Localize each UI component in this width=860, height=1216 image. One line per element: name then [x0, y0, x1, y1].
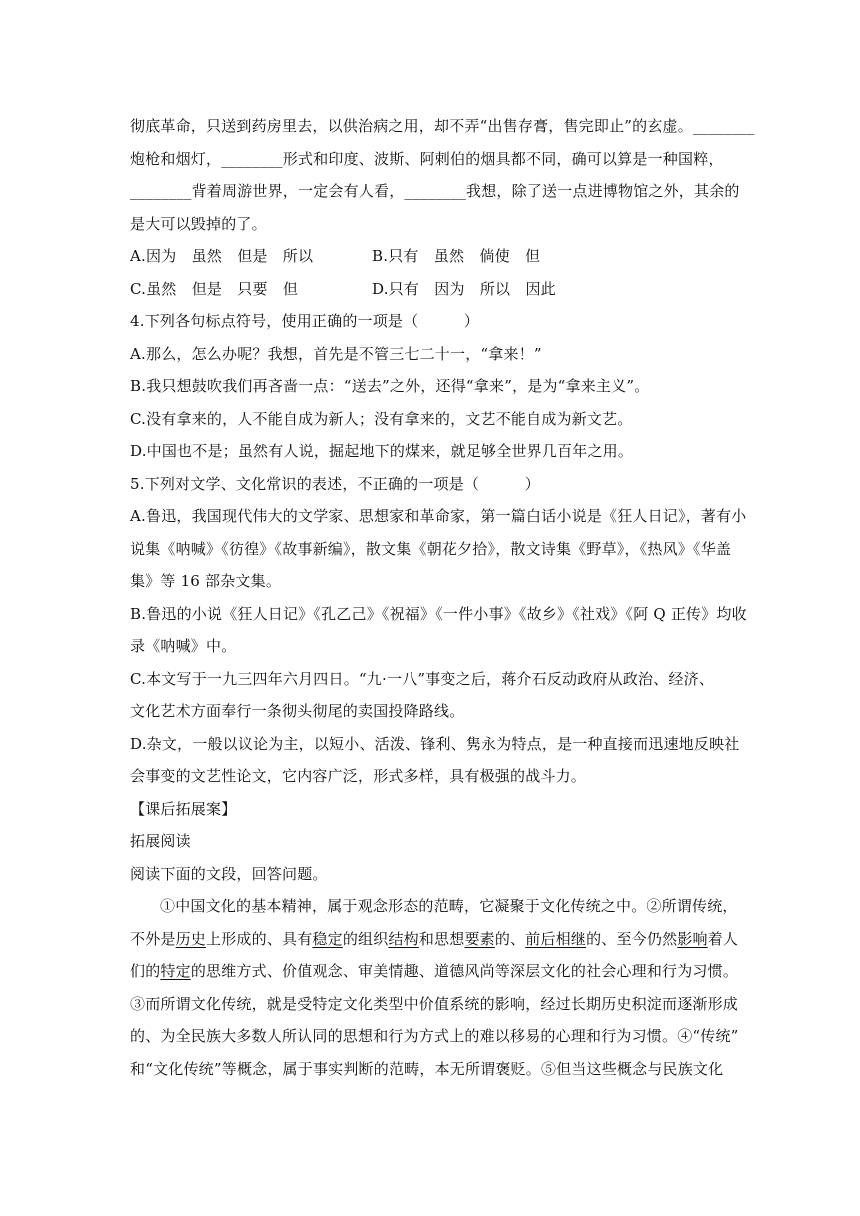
- underlined-word: 结构: [388, 929, 419, 948]
- underlined-word: 前后相继: [525, 929, 587, 948]
- underlined-word: 影响: [677, 929, 708, 948]
- q5-option-a-line: A.鲁迅，我国现代伟大的文学家、思想家和革命家，第一篇白话小说是《狂人日记》，著有小: [130, 507, 747, 525]
- passage-line: [130, 923, 739, 956]
- q5-option-d-line: 会事变的文艺性论文，它内容广泛，形式多样，具有极强的战斗力。: [130, 767, 587, 785]
- passage-text: 的思维方式、价值观念、审美情趣、道德风尚等深层文化的社会心理和行为习惯。: [190, 962, 739, 980]
- q4-option-c: C.没有拿来的，人不能自成为新人；没有拿来的，文艺不能自成为新文艺。: [130, 409, 633, 428]
- passage-text: 们的: [130, 962, 161, 980]
- section-heading: 【课后拓展案】: [130, 799, 237, 818]
- underlined-word: 要素: [464, 929, 495, 948]
- underlined-word: 特定: [160, 962, 191, 980]
- passage-text: 上形成的、具有: [206, 929, 313, 948]
- passage-text: 和思想: [418, 929, 465, 948]
- q4-stem: 4.下列各句标点符号，使用正确的一项是（ ）: [130, 312, 480, 330]
- q3-option-b: B.只有 虽然 倘使 但: [372, 247, 541, 265]
- underlined-word: 稳定: [312, 929, 343, 948]
- q5-option-c-line: 文化艺术方面奉行一条彻头彻尾的卖国投降路线。: [130, 702, 465, 720]
- q5-option-b-line: B.鲁迅的小说《狂人日记》《孔乙己》《祝福》《一件小事》《故乡》《社戏》《阿 Q 正传》均收: [130, 604, 747, 623]
- document-page: [130, 110, 755, 1085]
- passage-text: 不外是: [130, 929, 176, 948]
- q3-option-d: D.只有 因为 所以 因此: [372, 279, 556, 298]
- q5-option-a-line: 说集《呐喊》《彷徨》《故事新编》，散文集《朝花夕拾》，散文诗集《野草》，《热风》《华盖: [130, 539, 732, 558]
- q3-text-line: 炮枪和烟灯，________形式和印度、波斯、阿剌伯的烟具都不同，确可以算是一种国粹，: [130, 149, 724, 168]
- passage-text: 的、至今仍然: [586, 929, 678, 948]
- q5-stem: 5.下列对文学、文化常识的表述，不正确的一项是（ ）: [130, 474, 540, 493]
- passage-line: ③而所谓文化传统，就是受特定文化类型中价值系统的影响，经过长期历史积淀而逐渐形成: [130, 994, 739, 1013]
- q3-option-c: C.虽然 但是 只要 但: [130, 279, 299, 298]
- q5-option-a-line: 集》等 16 部杂文集。: [130, 572, 282, 590]
- passage-line: 的、为全民族大多数人所认同的思想和行为方式上的难以移易的心理和行为习惯。④“传统”: [130, 1027, 739, 1045]
- q3-option-a: A.因为 虽然 但是 所以: [130, 247, 314, 265]
- q5-option-b-line: 录《呐喊》中。: [130, 637, 237, 655]
- underlined-word: 历史: [175, 929, 207, 948]
- q3-text-line: 彻底革命，只送到药房里去，以供治病之用，却不弄“出售存膏，售完即止”的玄虚。________: [130, 117, 755, 135]
- passage-text: 的组织: [342, 929, 389, 948]
- q3-options-row-2: [130, 273, 730, 306]
- passage-line: [130, 955, 739, 988]
- passage-line: ①中国文化的基本精神，属于观念形态的范畴，它凝聚于文化传统之中。②所谓传统，: [160, 897, 738, 915]
- q3-text-line: ________背着周游世界，一定会有人看，________我想，除了送一点进博物馆之外，其余的: [130, 182, 740, 200]
- q5-option-d-line: D.杂文，一般以议论为主，以短小、活泼、锋利、隽永为特点，是一种直接而迅速地反映社: [130, 734, 740, 753]
- q4-option-d: D.中国也不是；虽然有人说，掘起地下的煤来，就足够全世界几百年之用。: [130, 442, 634, 460]
- passage-text: 的、: [494, 929, 526, 948]
- reading-heading: 拓展阅读: [130, 832, 191, 850]
- passage-line: 和“文化传统”等概念，属于事实判断的范畴，本无所谓褒贬。⑤但当这些概念与民族文化: [130, 1059, 724, 1078]
- q5-option-c-line: C.本文写于一九三四年六月四日。“九·一八”事变之后，蒋介石反动政府从政治、经济、: [130, 669, 715, 688]
- q3-text-line: 是大可以毁掉的了。: [130, 214, 267, 233]
- q4-option-b: B.我只想鼓吹我们再吝啬一点：“送去”之外，还得“拿来”，是为“拿来主义”。: [130, 377, 650, 395]
- passage-text: 着人: [707, 929, 739, 948]
- reading-instruction: 阅读下面的文段，回答问题。: [130, 864, 328, 883]
- q4-option-a: A.那么，怎么办呢？我想，首先是不管三七二十一，“拿来！”: [130, 344, 542, 363]
- q3-options-row-1: [130, 240, 730, 273]
